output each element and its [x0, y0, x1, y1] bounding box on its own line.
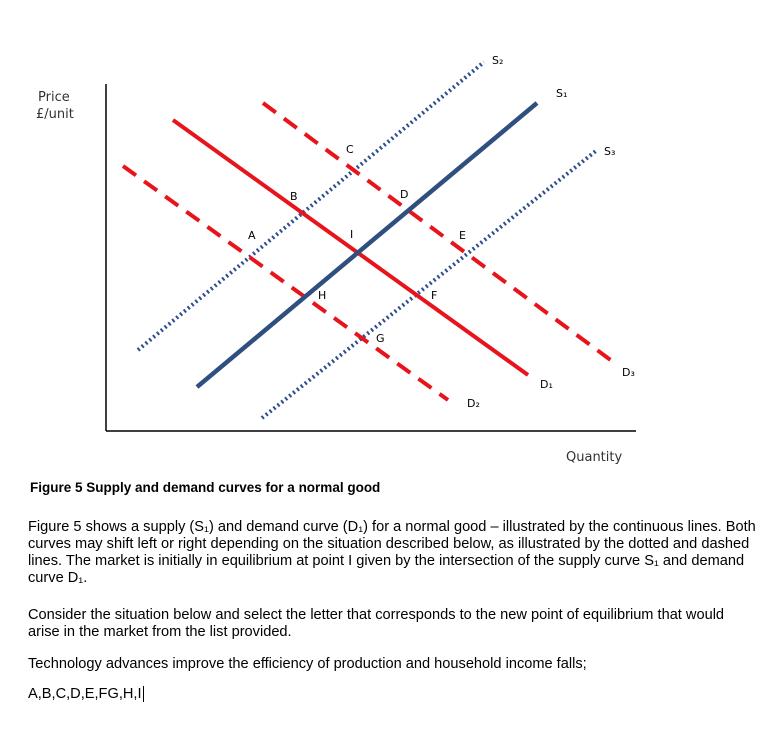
demand-curve-d3 [263, 103, 616, 364]
label-s2: S₂ [492, 54, 504, 67]
demand-curve-d1 [173, 120, 528, 375]
point-i: I [350, 228, 354, 241]
x-axis-title: Quantity [566, 450, 623, 465]
scenario-paragraph: Technology advances improve the efficiency of production and household income falls; [28, 656, 587, 672]
answer-text: A,B,C,D,E,FG,H,I [28, 686, 142, 702]
y-axis-title-line1: Price [38, 90, 70, 105]
text-cursor [143, 686, 144, 702]
label-d2: D₂ [467, 397, 480, 410]
label-s1: S₁ [556, 87, 568, 100]
point-e: E [459, 229, 466, 242]
point-a: A [248, 229, 256, 242]
point-f: F [431, 289, 438, 302]
answer-input[interactable] [28, 686, 144, 702]
figure-caption: Figure 5 Supply and demand curves for a normal good [30, 480, 381, 495]
point-g: G [376, 332, 385, 345]
y-axis-title-line2: £/unit [36, 107, 74, 122]
point-h: H [318, 289, 327, 302]
instruction-paragraph: Consider the situation below and select the letter that corresponds to the new point of equilibrium that would arise in the market from the list provided. [28, 607, 725, 640]
description-paragraph: Figure 5 shows a supply (S₁) and demand curve (D₁) for a normal good – illustrated by the continuous lines. Both curves may shift left or right depending on the situation described below, as illustrated by the dotted and dashed lines. The market is initially in equilibrium at point I given by the intersection of the supply curve S₁ and demand curve D₁. [28, 519, 756, 586]
point-c: C [346, 143, 354, 156]
label-d3: D₃ [622, 366, 635, 379]
point-b: B [290, 190, 298, 203]
label-d1: D₁ [540, 378, 553, 391]
label-s3: S₃ [604, 145, 616, 158]
point-d: D [400, 188, 409, 201]
